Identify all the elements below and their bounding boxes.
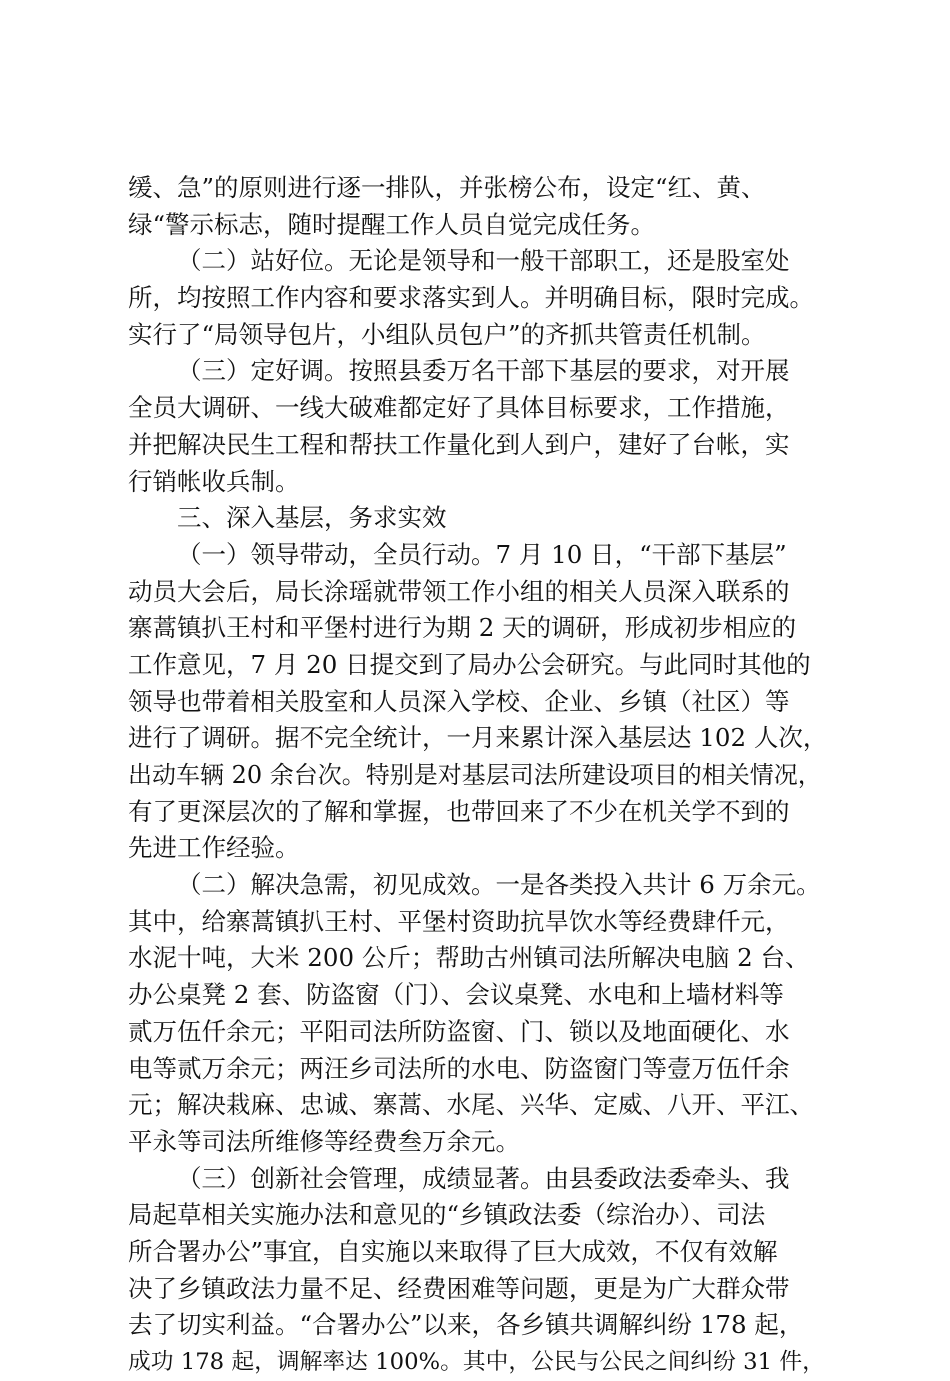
paragraph-start-line: （一）领导带动，全员行动。7 月 10 日，“干部下基层” — [177, 539, 787, 569]
text-line: 其中，给寨蒿镇扒王村、平堡村资助抗旱饮水等经费肆仟元， — [128, 906, 790, 936]
text-line: 电等贰万余元；两汪乡司法所的水电、防盗窗门等壹万伍仟余 — [128, 1053, 790, 1083]
text-line: 平永等司法所维修等经费叁万余元。 — [128, 1126, 520, 1156]
text-line: 元；解决栽麻、忠诚、寨蒿、水尾、兴华、定威、八开、平江、 — [128, 1090, 814, 1120]
text-line: 所合署办公”事宜，自实施以来取得了巨大成效，不仅有效解 — [128, 1236, 778, 1266]
section-heading: 三、深入基层，务求实效 — [177, 503, 447, 533]
text-line: 进行了调研。据不完全统计，一月来累计深入基层达 102 人次， — [128, 723, 828, 753]
text-line: 贰万伍仟余元；平阳司法所防盗窗、门、锁以及地面硬化、水 — [128, 1016, 790, 1046]
paragraph-start-line: （二）解决急需，初见成效。一是各类投入共计 6 万余元。 — [177, 870, 821, 900]
text-line: 工作意见，7 月 20 日提交到了局办公会研究。与此同时其他的 — [128, 649, 811, 679]
text-line: 缓、急”的原则进行逐一排队，并张榜公布，设定“红、黄、 — [128, 173, 766, 202]
text-line: 去了切实利益。“合署办公”以来，各乡镇共调解纠纷 178 起， — [128, 1310, 804, 1340]
paragraph-start-line: （三）定好调。按照县委万名干部下基层的要求，对开展 — [177, 356, 790, 386]
text-line: 行销帐收兵制。 — [128, 466, 300, 496]
document-body — [128, 170, 828, 1381]
text-line: 成功 178 起，调解率达 100%。其中，公民与公民之间纠纷 31 件， — [128, 1349, 825, 1375]
text-line: 出动车辆 20 余台次。特别是对基层司法所建设项目的相关情况， — [128, 761, 822, 789]
text-line: 所，均按照工作内容和要求落实到人。并明确目标，限时完成。 — [128, 283, 814, 313]
text-line: 先进工作经验。 — [128, 833, 300, 863]
text-line: 绿“警示标志，随时提醒工作人员自觉完成任务。 — [128, 209, 656, 239]
text-line: 领导也带着相关股室和人员深入学校、企业、乡镇（社区）等 — [128, 686, 790, 716]
text-line: 寨蒿镇扒王村和平堡村进行为期 2 天的调研，形成初步相应的 — [128, 613, 797, 643]
text-line: 办公桌凳 2 套、防盗窗（门）、会议桌凳、水电和上墙材料等 — [128, 980, 784, 1010]
text-line: 并把解决民生工程和帮扶工作量化到人到户，建好了台帐，实 — [128, 429, 790, 459]
paragraph-start-line: （二）站好位。无论是领导和一般干部职工，还是股室处 — [177, 246, 790, 276]
paragraph-start-line: （三）创新社会管理，成绩显著。由县委政法委牵头、我 — [177, 1163, 790, 1193]
text-line: 实行了“局领导包片，小组队员包户”的齐抓共管责任机制。 — [128, 319, 766, 349]
text-line: 决了乡镇政法力量不足、经费困难等问题，更是为广大群众带 — [128, 1273, 790, 1303]
text-line: 有了更深层次的了解和掌握，也带回来了不少在机关学不到的 — [128, 796, 790, 826]
text-line: 局起草相关实施办法和意见的“乡镇政法委（综治办）、司法 — [128, 1200, 766, 1230]
text-line: 全员大调研、一线大破难都定好了具体目标要求，工作措施， — [128, 393, 790, 423]
text-line: 水泥十吨，大米 200 公斤；帮助古州镇司法所解决电脑 2 台、 — [128, 943, 810, 973]
text-line: 动员大会后，局长涂瑶就带领工作小组的相关人员深入联系的 — [128, 576, 790, 606]
